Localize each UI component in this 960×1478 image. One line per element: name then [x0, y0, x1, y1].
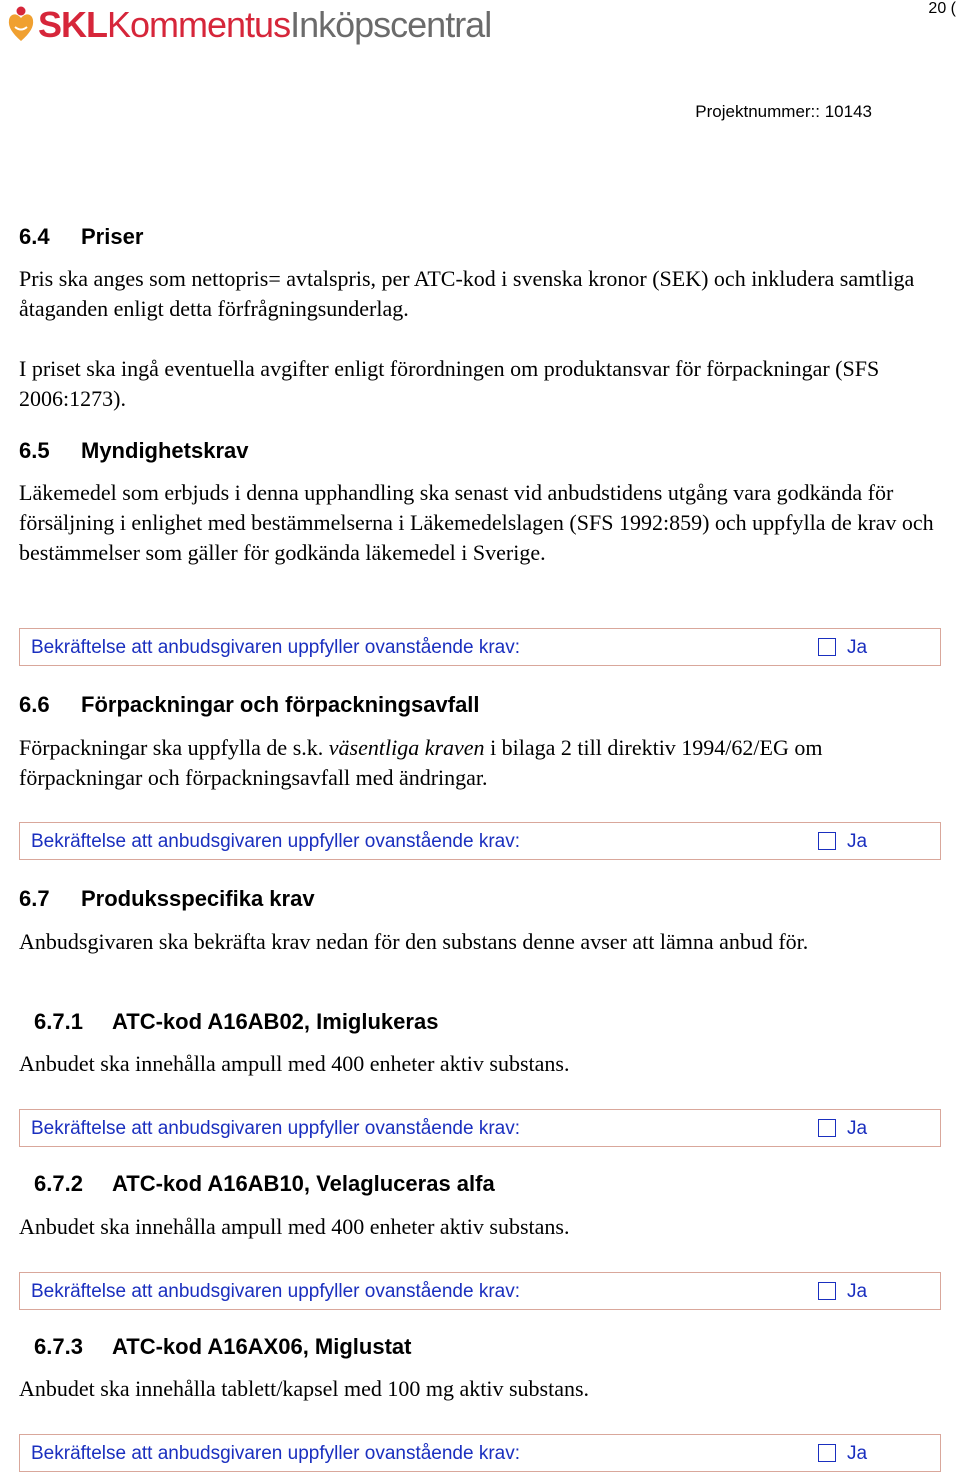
section-number: 6.5: [19, 438, 50, 463]
paragraph-prices-1: Pris ska anges som nettopris= avtalspris, per ATC-kod i svenska kronor (SEK) och inkludera samtliga åtaganden enligt detta förfrågningsunderlag.: [19, 266, 915, 321]
section-title: Förpackningar och förpackningsavfall: [81, 692, 480, 717]
section-title: Produksspecifika krav: [81, 886, 315, 911]
packaging-text-start: Förpackningar ska uppfylla de s.k.: [19, 735, 329, 760]
confirmation-label: Bekräftelse att anbudsgivaren uppfyller ovanstående krav:: [31, 831, 521, 852]
paragraph-authority-requirements: Läkemedel som erbjuds i denna upphandling ska senast vid anbudstidens utgång vara godkända för försäljning i enlighet med bestämmelserna i Läkemedelslagen (SFS 1992:859) och uppfylla de krav och bestämmelser som gäller för godkända läkemedel i Sverige.: [19, 480, 934, 565]
section-heading-6-4: [19, 224, 143, 250]
section-number: 6.7.3: [34, 1334, 83, 1359]
logo-inkopscentral-text: Inköpscentral: [290, 4, 492, 45]
section-title: ATC-kod A16AX06, Miglustat: [112, 1334, 412, 1359]
section-title: Myndighetskrav: [81, 438, 249, 463]
section-number: 6.4: [19, 224, 50, 249]
confirm-checkbox[interactable]: [818, 1444, 836, 1462]
paragraph-packaging: [19, 733, 939, 793]
confirm-option-label: Ja: [847, 1281, 868, 1302]
section-heading-6-7-2: [34, 1171, 495, 1197]
packaging-text-end: i bilaga 2 till direktiv 1994/62/EG om förpackningar och förpackningsavfall med ändringar.: [19, 735, 823, 790]
section-heading-6-5: [19, 438, 249, 464]
section-number: 6.7: [19, 886, 50, 911]
heart-figure-logo-icon: [6, 5, 36, 45]
logo-skl-text: SKL: [38, 4, 107, 45]
section-number: 6.6: [19, 692, 50, 717]
logo-kommentus-text: Kommentus: [107, 4, 291, 45]
packaging-text-italic: väsentliga kraven: [328, 735, 485, 760]
confirmation-row-6-7-1: [19, 1109, 941, 1147]
confirmation-label: Bekräftelse att anbudsgivaren uppfyller ovanstående krav:: [31, 637, 521, 658]
confirm-checkbox[interactable]: [818, 638, 836, 656]
section-heading-6-7: [19, 886, 315, 912]
project-number: Projektnummer:: 10143: [695, 102, 872, 121]
confirm-checkbox[interactable]: [818, 1282, 836, 1300]
section-heading-6-6: [19, 692, 480, 718]
paragraph-velagluceras: Anbudet ska innehålla ampull med 400 enheter aktiv substans.: [19, 1214, 570, 1239]
confirm-checkbox[interactable]: [818, 832, 836, 850]
confirmation-row-6-5: [19, 628, 941, 666]
section-number: 6.7.1: [34, 1009, 83, 1034]
confirm-option-label: Ja: [847, 637, 868, 658]
paragraph-product-requirements: Anbudsgivaren ska bekräfta krav nedan för den substans denne avser att lämna anbud för.: [19, 929, 809, 954]
section-number: 6.7.2: [34, 1171, 83, 1196]
section-heading-6-7-3: [34, 1334, 411, 1360]
confirmation-label: Bekräftelse att anbudsgivaren uppfyller ovanstående krav:: [31, 1281, 521, 1302]
paragraph-prices-2: I priset ska ingå eventuella avgifter enligt förordningen om produktansvar för förpackningar (SFS 2006:1273).: [19, 356, 880, 411]
confirm-option-label: Ja: [847, 831, 868, 852]
skl-kommentus-logo: [6, 2, 491, 48]
section-title: ATC-kod A16AB02, Imiglukeras: [112, 1009, 439, 1034]
paragraph-miglustat: Anbudet ska innehålla tablett/kapsel med 100 mg aktiv substans.: [19, 1376, 590, 1401]
paragraph-imiglukeras: Anbudet ska innehålla ampull med 400 enheter aktiv substans.: [19, 1051, 570, 1076]
section-title: Priser: [81, 224, 144, 249]
section-title: ATC-kod A16AB10, Velagluceras alfa: [112, 1171, 495, 1196]
confirmation-label: Bekräftelse att anbudsgivaren uppfyller ovanstående krav:: [31, 1443, 521, 1464]
confirm-option-label: Ja: [847, 1443, 868, 1464]
section-heading-6-7-1: [34, 1009, 438, 1035]
confirm-option-label: Ja: [847, 1118, 868, 1139]
confirmation-label: Bekräftelse att anbudsgivaren uppfyller ovanstående krav:: [31, 1118, 521, 1139]
confirmation-row-6-7-2: [19, 1272, 941, 1310]
page-number: 20 (: [928, 0, 956, 17]
confirmation-row-6-7-3: [19, 1434, 941, 1472]
confirmation-row-6-6: [19, 822, 941, 860]
confirm-checkbox[interactable]: [818, 1119, 836, 1137]
